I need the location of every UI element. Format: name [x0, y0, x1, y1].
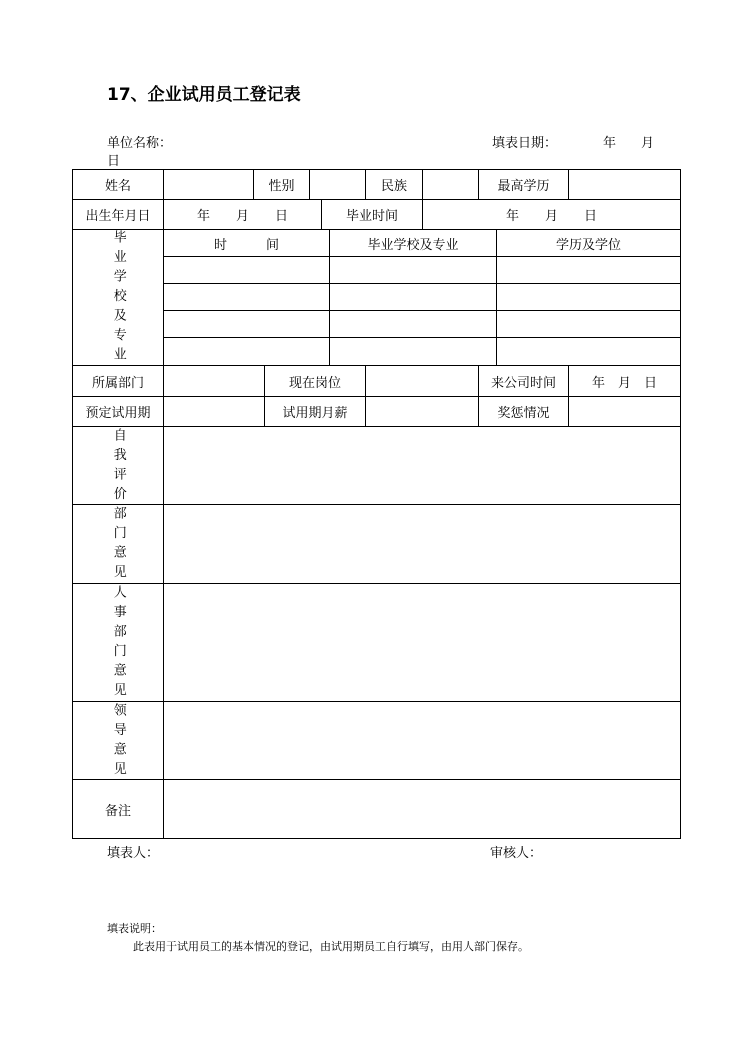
leader-opinion-text: 领导意见 [110, 703, 126, 781]
filler-label: 填表人： [107, 846, 160, 861]
notes-heading: 填表说明： [107, 922, 162, 935]
fill-date-day: 日 [107, 154, 121, 169]
page-title: 17、企业试用员工登记表 [107, 85, 301, 105]
notes-body: 此表用于试用员工的基本情况的登记，由试用期员工自行填写，由用人部门保存。 [133, 940, 529, 953]
col-degree-header: 学历及学位 [555, 237, 621, 253]
position-label: 现在岗位 [288, 375, 341, 391]
hr-opinion-field[interactable] [164, 584, 680, 701]
department-opinion-text: 部门意见 [110, 506, 126, 584]
gender-field[interactable] [310, 170, 365, 199]
col-time-header: 时 间 [213, 237, 279, 253]
department-field[interactable] [164, 366, 264, 396]
education-section-text: 毕业学校及专业 [110, 230, 126, 367]
gender-label: 性别 [268, 179, 295, 194]
graduation-time-field[interactable]: 年 月 日 [505, 209, 597, 224]
unit-name-label: 单位名称： [107, 136, 173, 151]
trial-salary-field[interactable] [366, 397, 478, 426]
name-label: 姓名 [104, 179, 131, 194]
leader-opinion-field[interactable] [164, 702, 680, 779]
education-field[interactable] [569, 170, 680, 199]
ethnicity-field[interactable] [423, 170, 478, 199]
birth-date-field[interactable]: 年 月 日 [196, 209, 288, 224]
trial-period-field[interactable] [164, 397, 264, 426]
department-label: 所属部门 [91, 375, 144, 391]
col-school-header: 毕业学校及专业 [367, 237, 459, 253]
leader-opinion-label [73, 703, 163, 781]
department-opinion-label [73, 506, 163, 584]
remarks-field[interactable] [164, 780, 680, 838]
education-label: 最高学历 [497, 179, 550, 194]
graduation-time-label: 毕业时间 [345, 209, 398, 224]
ethnicity-label: 民族 [380, 179, 407, 194]
trial-period-label: 预定试用期 [85, 406, 151, 421]
hr-opinion-text: 人事部门意见 [110, 585, 126, 702]
fill-date-month: 月 [641, 136, 655, 151]
join-time-label: 来公司时间 [490, 375, 556, 391]
self-evaluation-label [73, 428, 163, 506]
self-evaluation-field[interactable] [164, 427, 680, 504]
hr-opinion-label [73, 585, 163, 702]
fill-date-label: 填表日期： [492, 136, 558, 151]
join-time-field[interactable]: 年 月 日 [591, 375, 657, 391]
remarks-label: 备注 [104, 803, 131, 819]
birth-date-label: 出生年月日 [85, 209, 151, 224]
rewards-label: 奖惩情况 [497, 406, 550, 421]
self-evaluation-text: 自我评价 [110, 428, 126, 506]
reviewer-label: 审核人： [490, 846, 543, 861]
position-field[interactable] [366, 366, 478, 396]
trial-salary-label: 试用期月薪 [282, 406, 348, 421]
education-section-label [73, 230, 163, 367]
name-field[interactable] [164, 170, 253, 199]
fill-date-year: 年 [603, 136, 617, 151]
rewards-field[interactable] [569, 397, 680, 426]
department-opinion-field[interactable] [164, 505, 680, 583]
